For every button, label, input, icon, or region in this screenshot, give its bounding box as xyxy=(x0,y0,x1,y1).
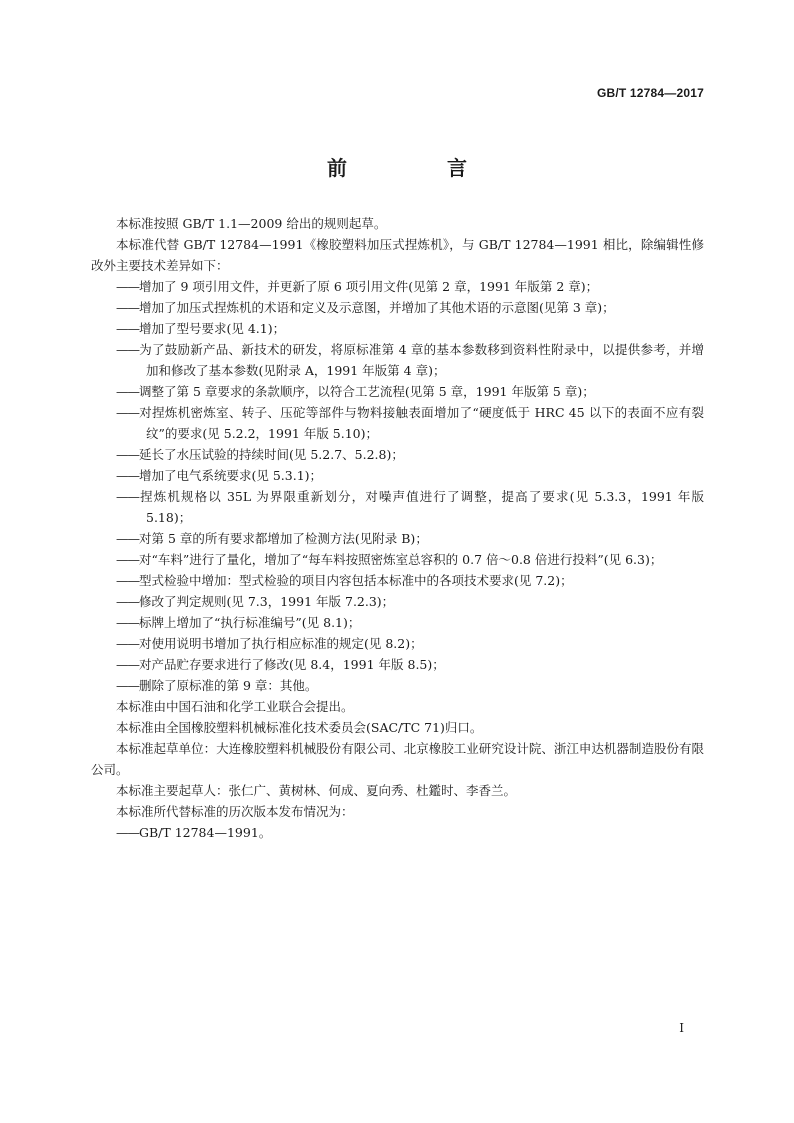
dash-marker: —— xyxy=(116,489,139,504)
paragraph: 本标准按照 GB/T 1.1—2009 给出的规则起草。 xyxy=(116,216,387,231)
dash-marker: —— xyxy=(116,300,139,315)
list-item xyxy=(91,654,704,675)
list-item xyxy=(91,465,704,486)
list-item-text: 调整了第 5 章要求的条款顺序，以符合工艺流程(见第 5 章，1991 年版第 5 章)； xyxy=(139,384,595,399)
list-item xyxy=(91,339,704,381)
standard-code-header: GB/T 12784—2017 xyxy=(596,86,704,100)
list-item xyxy=(91,402,704,444)
dash-marker: —— xyxy=(116,384,139,399)
list-item-text: 标牌上增加了“执行标准编号”(见 8.1)； xyxy=(139,615,361,630)
list-item xyxy=(91,486,704,528)
list-item-text: 延长了水压试验的持续时间(见 5.2.7、5.2.8)； xyxy=(139,447,404,462)
list-item xyxy=(91,528,704,549)
list-item-text: 对第 5 章的所有要求都增加了检测方法(见附录 B)； xyxy=(139,531,428,546)
list-item-text: 捏炼机规格以 35L 为界限重新划分，对噪声值进行了调整，提高了要求(见 5.3.3，1991 年版 5.18)； xyxy=(139,489,704,525)
page-number: I xyxy=(679,1021,684,1035)
dash-marker: —— xyxy=(116,447,139,462)
paragraph: 本标准由中国石油和化学工业联合会提出。 xyxy=(116,699,354,714)
paragraph: 本标准起草单位：大连橡胶塑料机械股份有限公司、北京橡胶工业研究设计院、浙江申达机器制造股份有限公司。 xyxy=(91,741,704,777)
paragraph: 本标准由全国橡胶塑料机械标准化技术委员会(SAC/TC 71)归口。 xyxy=(116,720,483,735)
list-item-text: 对产品贮存要求进行了修改(见 8.4，1991 年版 8.5)； xyxy=(139,657,445,672)
list-item-text: 增加了加压式捏炼机的术语和定义及示意图，并增加了其他术语的示意图(见第 3 章)； xyxy=(139,300,615,315)
paragraph: 本标准主要起草人：张仁广、黄树林、何成、夏向秀、杜鑑时、李香兰。 xyxy=(116,783,517,798)
list-item-text: 删除了原标准的第 9 章：其他。 xyxy=(139,678,318,693)
dash-marker: —— xyxy=(116,615,139,630)
list-item-text: 增加了 9 项引用文件，并更新了原 6 项引用文件(见第 2 章，1991 年版第 2 章)； xyxy=(139,279,599,294)
list-item-text: 型式检验中增加：型式检验的项目内容包括本标准中的各项技术要求(见 7.2)； xyxy=(139,573,573,588)
dash-marker: —— xyxy=(116,405,139,420)
list-item-text: 对捏炼机密炼室、转子、压砣等部件与物料接触表面增加了“硬度低于 HRC 45 以下的表面不应有裂纹”的要求(见 5.2.2，1991 年版 5.10)； xyxy=(139,405,704,441)
dash-marker: —— xyxy=(116,531,139,546)
list-item xyxy=(91,318,704,339)
list-item xyxy=(91,633,704,654)
list-item xyxy=(91,276,704,297)
dash-marker: —— xyxy=(116,321,139,336)
list-item xyxy=(91,549,704,570)
dash-marker: —— xyxy=(116,552,139,567)
dash-marker: —— xyxy=(116,825,139,840)
list-item xyxy=(91,444,704,465)
dash-marker: —— xyxy=(116,279,139,294)
list-item xyxy=(91,612,704,633)
list-item xyxy=(91,297,704,318)
dash-marker: —— xyxy=(116,594,139,609)
list-item-text: 增加了型号要求(见 4.1)； xyxy=(139,321,286,336)
paragraph: 本标准代替 GB/T 12784—1991《橡胶塑料加压式捏炼机》，与 GB/T 12784—1991 相比，除编辑性修改外主要技术差异如下： xyxy=(91,237,704,273)
dash-marker: —— xyxy=(116,468,139,483)
list-item xyxy=(91,591,704,612)
history-item xyxy=(91,822,704,843)
page-title: 前 言 xyxy=(327,156,507,180)
dash-marker: —— xyxy=(116,678,139,693)
list-item-text: 为了鼓励新产品、新技术的研发，将原标准第 4 章的基本参数移到资料性附录中，以提供参考，并增加和修改了基本参数(见附录 A，1991 年版第 4 章)； xyxy=(139,342,704,378)
paragraph: 本标准所代替标准的历次版本发布情况为： xyxy=(116,804,354,819)
list-item-text: 修改了判定规则(见 7.3，1991 年版 7.2.3)； xyxy=(139,594,395,609)
dash-marker: —— xyxy=(116,636,139,651)
change-list xyxy=(91,276,704,696)
dash-marker: —— xyxy=(116,573,139,588)
dash-marker: —— xyxy=(116,657,139,672)
dash-marker: —— xyxy=(116,342,139,357)
list-item xyxy=(91,675,704,696)
list-item-text: 对使用说明书增加了执行相应标准的规定(见 8.2)； xyxy=(139,636,423,651)
history-item-text: GB/T 12784—1991。 xyxy=(139,825,272,840)
list-item xyxy=(91,570,704,591)
list-item-text: 对“车料”进行了量化，增加了“每车料按照密炼室总容积的 0.7 倍～0.8 倍进行投料”(见 6.3)； xyxy=(139,552,663,567)
list-item-text: 增加了电气系统要求(见 5.3.1)； xyxy=(139,468,323,483)
foreword-body xyxy=(91,213,704,843)
list-item xyxy=(91,381,704,402)
